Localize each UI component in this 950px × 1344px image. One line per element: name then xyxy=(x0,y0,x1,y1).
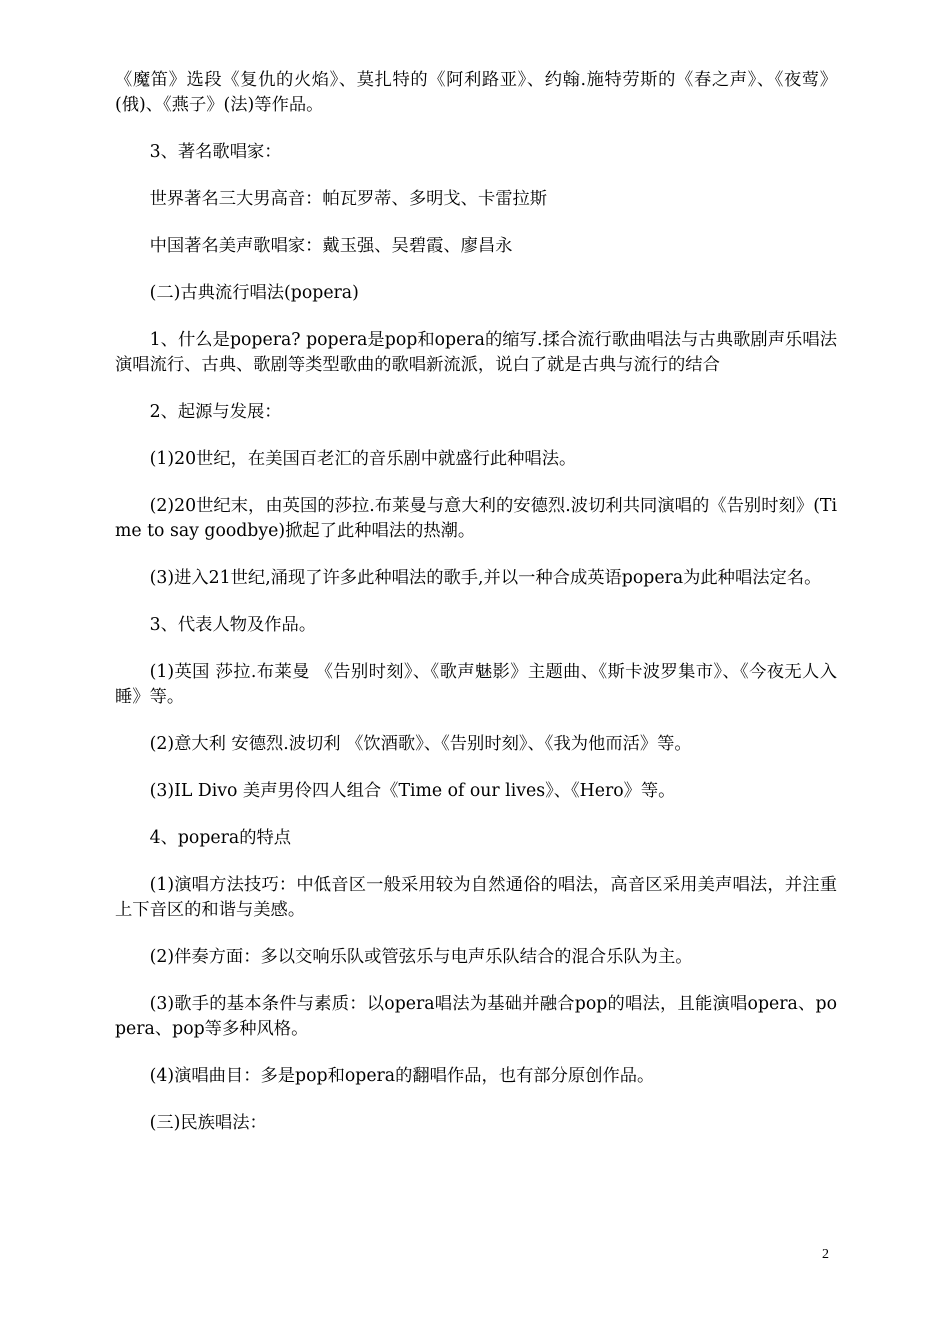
paragraph-origin-3: (3)进入21世纪,涌现了许多此种唱法的歌手,并以一种合成英语popera为此种唱法定名。 xyxy=(149,568,822,588)
document-page xyxy=(115,68,837,1158)
heading-popera: (二)古典流行唱法(popera) xyxy=(149,283,359,303)
paragraph-origin-1: (1)20世纪，在美国百老汇的音乐剧中就盛行此种唱法。 xyxy=(149,449,577,469)
paragraph-chinese-singers: 中国著名美声歌唱家：戴玉强、吴碧霞、廖昌永 xyxy=(149,236,513,256)
paragraph-rep-2: (2)意大利 安德烈.波切利 《饮酒歌》、《告别时刻》、《我为他而活》等。 xyxy=(149,734,692,754)
heading-representatives: 3、代表人物及作品。 xyxy=(149,615,317,635)
page-number: 2 xyxy=(822,1247,829,1262)
heading-famous-singers: 3、著名歌唱家： xyxy=(149,142,282,162)
paragraph-feature-4: (4)演唱曲目：多是pop和opera的翻唱作品，也有部分原创作品。 xyxy=(149,1066,655,1086)
paragraph-rep-1: (1)英国 莎拉.布莱曼 《告别时刻》、《歌声魅影》主题曲、《斯卡波罗集市》、《今夜无人入睡》等。 xyxy=(115,662,837,707)
paragraph-rep-3: (3)IL Divo 美声男伶四人组合《Time of our lives》、《Hero》等。 xyxy=(149,781,676,801)
paragraph-feature-1: (1)演唱方法技巧：中低音区一般采用较为自然通俗的唱法，高音区采用美声唱法，并注重上下音区的和谐与美感。 xyxy=(115,875,837,920)
heading-origin: 2、起源与发展： xyxy=(149,402,282,422)
paragraph-three-tenors: 世界著名三大男高音：帕瓦罗蒂、多明戈、卡雷拉斯 xyxy=(149,189,548,209)
paragraph-feature-3: (3)歌手的基本条件与素质：以opera唱法为基础并融合pop的唱法，且能演唱opera、popera、pop等多种风格。 xyxy=(115,994,837,1039)
paragraph-continuation: 《魔笛》选段《复仇的火焰》、莫扎特的《阿利路亚》、约翰.施特劳斯的《春之声》、《夜莺》(俄)、《燕子》(法)等作品。 xyxy=(115,70,837,115)
heading-folk-singing: (三)民族唱法： xyxy=(149,1113,267,1133)
paragraph-feature-2: (2)伴奏方面：多以交响乐队或管弦乐与电声乐队结合的混合乐队为主。 xyxy=(149,947,693,967)
heading-features: 4、popera的特点 xyxy=(149,828,292,848)
paragraph-origin-2: (2)20世纪末，由英国的莎拉.布莱曼与意大利的安德烈.波切利共同演唱的《告别时刻》(Time to say goodbye)掀起了此种唱法的热潮。 xyxy=(115,496,837,541)
paragraph-what-is-popera: 1、什么是popera? popera是pop和opera的缩写.揉合流行歌曲唱法与古典歌剧声乐唱法演唱流行、古典、歌剧等类型歌曲的歌唱新流派，说白了就是古典与流行的结合 xyxy=(115,330,837,375)
